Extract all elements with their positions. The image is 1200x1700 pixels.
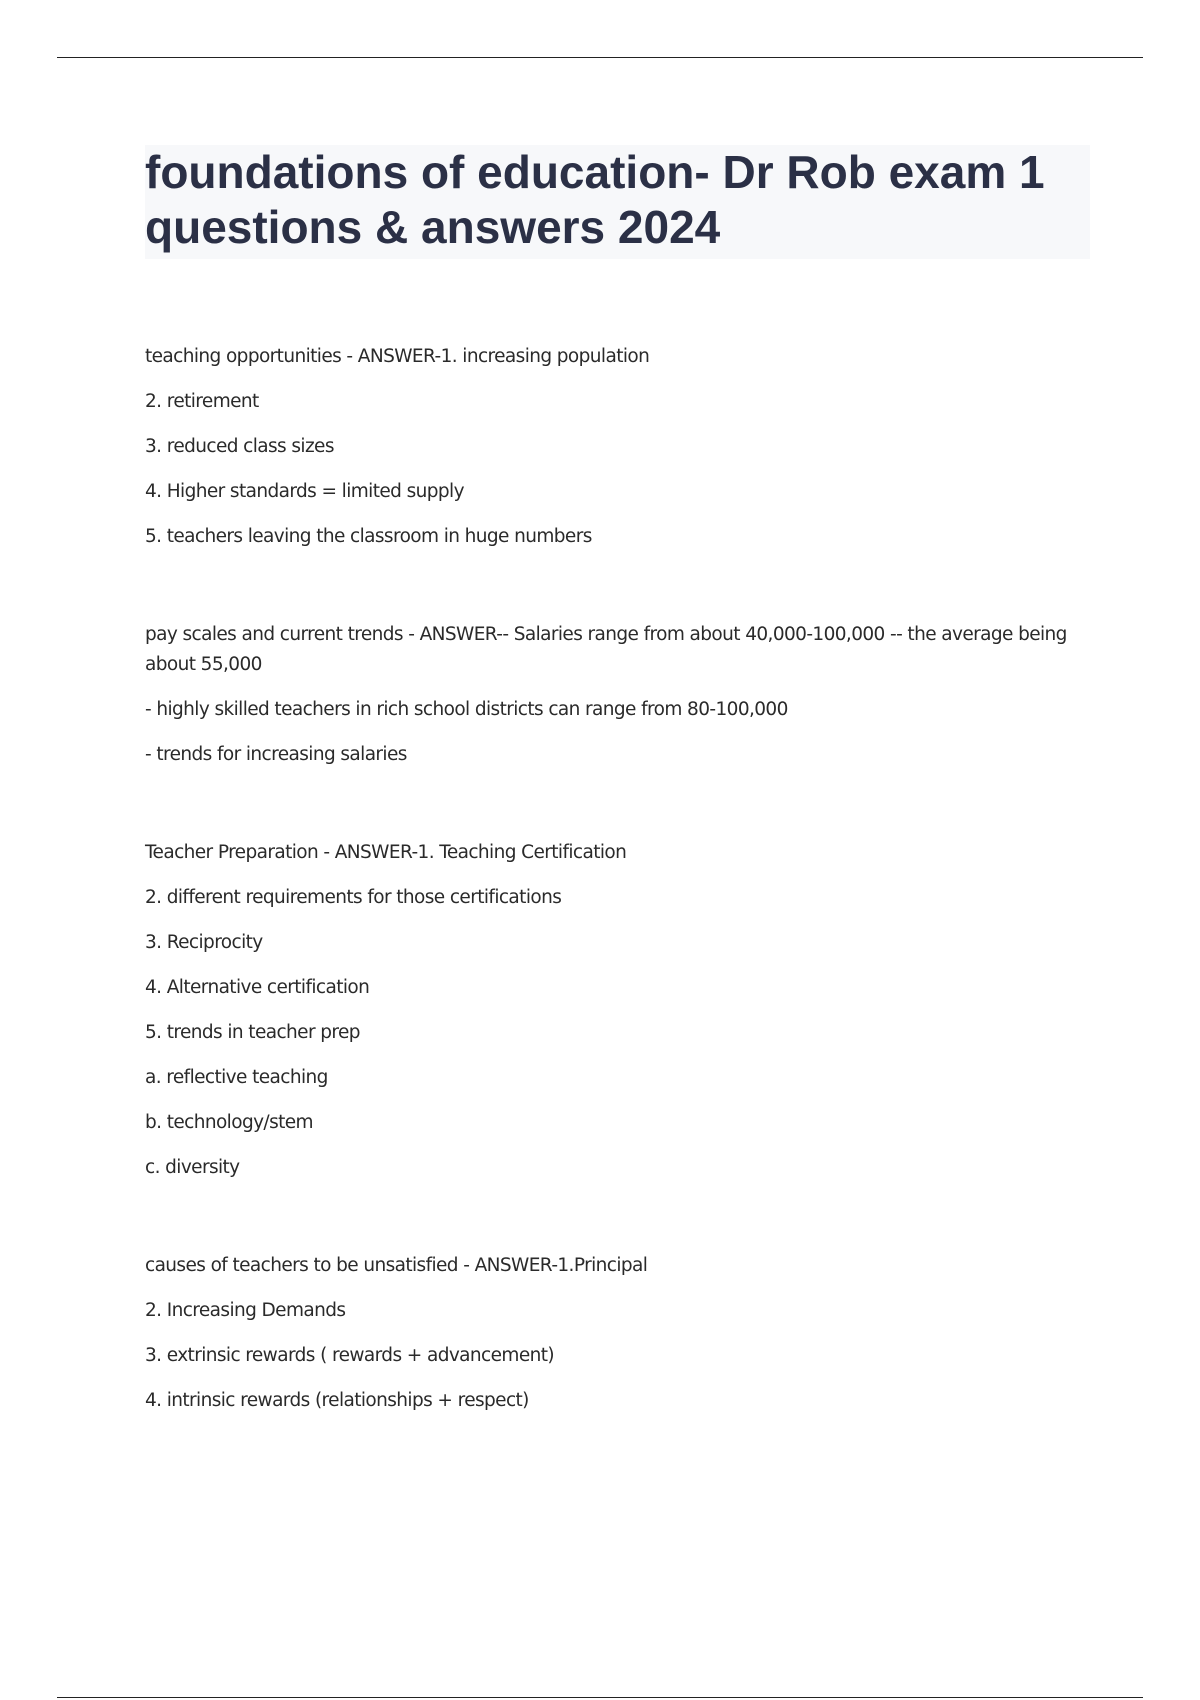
top-rule [57,57,1143,58]
qa-line: 2. retirement [145,391,259,412]
qa-line: Teacher Preparation - ANSWER-1. Teaching Certification [145,842,627,863]
qa-line: c. diversity [145,1157,240,1178]
document-body [145,145,1090,1484]
qa-line: 4. Higher standards = limited supply [145,481,464,502]
qa-line: 5. trends in teacher prep [145,1022,360,1043]
qa-line: 4. intrinsic rewards (relationships + respect) [145,1390,529,1411]
qa-line: 3. Reciprocity [145,932,263,953]
qa-section-teacher-preparation [145,838,1090,1183]
qa-line: b. technology/stem [145,1112,313,1133]
qa-line: 5. teachers leaving the classroom in huge numbers [145,526,592,547]
qa-line: 4. Alternative certification [145,977,370,998]
qa-line: teaching opportunities - ANSWER-1. increasing population [145,346,650,367]
qa-line: - trends for increasing salaries [145,744,407,765]
qa-section-pay-scales [145,620,1090,770]
title-block [145,145,1090,259]
qa-line: 3. reduced class sizes [145,436,334,457]
qa-line: 3. extrinsic rewards ( rewards + advancement) [145,1345,554,1366]
bottom-rule [57,1697,1143,1698]
qa-section-teacher-dissatisfaction [145,1251,1090,1416]
qa-line: 2. Increasing Demands [145,1300,346,1321]
qa-line: - highly skilled teachers in rich school districts can range from 80-100,000 [145,699,788,720]
document-title: foundations of education- Dr Rob exam 1 questions & answers 2024 [145,146,1045,253]
qa-sections [145,342,1090,1416]
qa-section-teaching-opportunities [145,342,1090,552]
qa-line: 2. different requirements for those certifications [145,887,562,908]
qa-line: pay scales and current trends - ANSWER-- Salaries range from about 40,000-100,000 -- the average being about 55,000 [145,624,1067,675]
qa-line: a. reflective teaching [145,1067,328,1088]
qa-line: causes of teachers to be unsatisfied - ANSWER-1.Principal [145,1255,648,1276]
